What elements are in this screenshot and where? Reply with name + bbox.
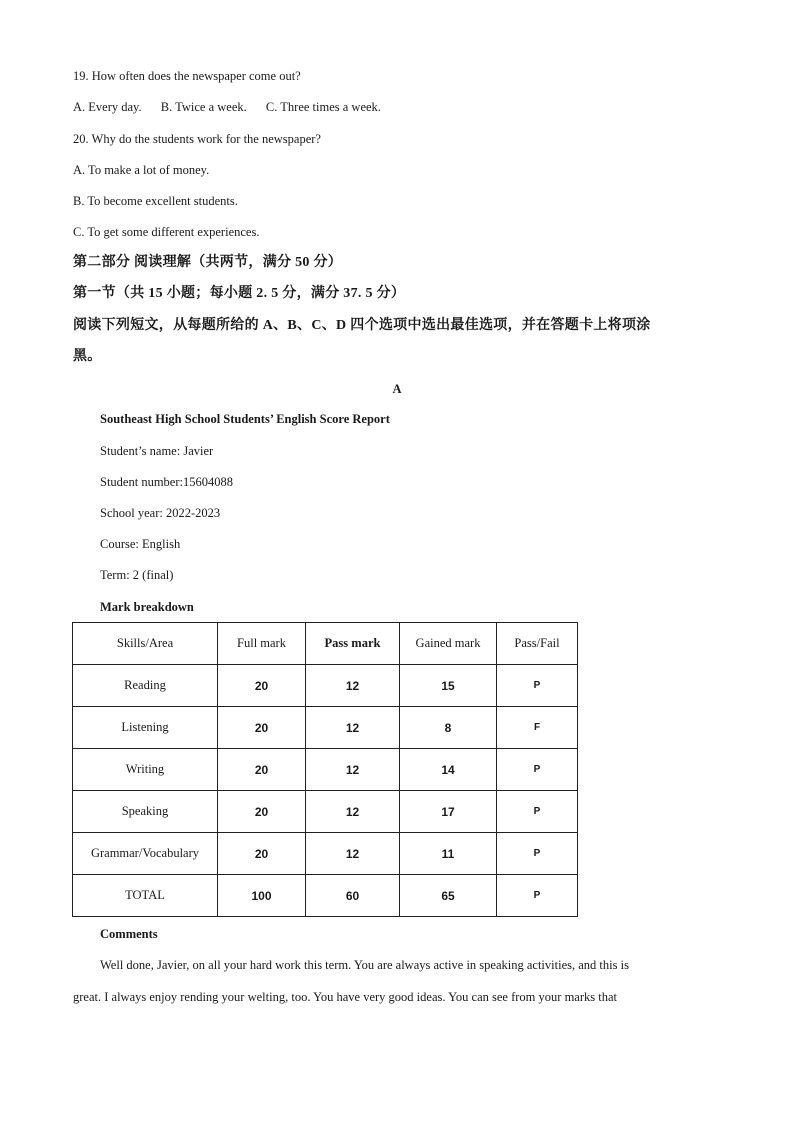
subsection-heading: 第一节（共 15 小题；每小题 2. 5 分，满分 37. 5 分）	[73, 286, 406, 301]
pass-fail-cell: P	[497, 665, 578, 707]
header-pass-mark: Pass mark	[306, 623, 400, 665]
mark-breakdown-title: Mark breakdown	[100, 600, 194, 614]
header-full-mark: Full mark	[218, 623, 306, 665]
option-b: B. To become excellent students.	[73, 194, 238, 208]
header-gained-mark: Gained mark	[400, 623, 497, 665]
passage-letter: A	[392, 382, 402, 396]
full-mark-cell: 20	[218, 665, 306, 707]
header-skills: Skills/Area	[73, 623, 218, 665]
gained-mark-cell: 14	[400, 749, 497, 791]
question-20: 20. Why do the students work for the newspaper?	[73, 132, 321, 146]
pass-fail-cell: P	[497, 791, 578, 833]
pass-fail-cell: P	[497, 833, 578, 875]
gained-mark-cell: 11	[400, 833, 497, 875]
pass-mark-cell: 12	[306, 665, 400, 707]
gained-mark-cell: 65	[400, 875, 497, 917]
option-b: B. Twice a week.	[160, 100, 247, 114]
gained-mark-cell: 17	[400, 791, 497, 833]
skill-cell: Writing	[73, 749, 218, 791]
pass-fail-cell: P	[497, 749, 578, 791]
table-row	[73, 833, 578, 875]
skill-cell: TOTAL	[73, 875, 218, 917]
student-number: Student number:15604088	[100, 475, 233, 489]
full-mark-cell: 100	[218, 875, 306, 917]
full-mark-cell: 20	[218, 749, 306, 791]
full-mark-cell: 20	[218, 707, 306, 749]
skill-cell: Grammar/Vocabulary	[73, 833, 218, 875]
option-c: C. Three times a week.	[265, 100, 381, 114]
comments-text-line-2: great. I always enjoy rending your welting, too. You have very good ideas. You can see from your marks that	[73, 990, 617, 1004]
pass-mark-cell: 12	[306, 833, 400, 875]
table-row	[73, 665, 578, 707]
table-header-row	[73, 623, 578, 665]
question-19-options	[73, 99, 397, 115]
option-a: A. Every day.	[73, 100, 142, 114]
option-c: C. To get some different experiences.	[73, 225, 260, 239]
table-row	[73, 707, 578, 749]
comments-text-line-1: Well done, Javier, on all your hard work this term. You are always active in speaking activities, and this is	[100, 958, 629, 972]
option-a: A. To make a lot of money.	[73, 163, 210, 177]
full-mark-cell: 20	[218, 833, 306, 875]
full-mark-cell: 20	[218, 791, 306, 833]
table-row-total	[73, 875, 578, 917]
pass-mark-cell: 12	[306, 791, 400, 833]
skill-cell: Reading	[73, 665, 218, 707]
gained-mark-cell: 15	[400, 665, 497, 707]
table-row	[73, 791, 578, 833]
school-year: School year: 2022-2023	[100, 506, 221, 520]
header-pass-fail: Pass/Fail	[497, 623, 578, 665]
pass-fail-cell: F	[497, 707, 578, 749]
table-row	[73, 749, 578, 791]
instructions-cont: 黑。	[73, 349, 102, 364]
section-heading: 第二部分 阅读理解（共两节，满分 50 分）	[73, 255, 343, 270]
pass-mark-cell: 12	[306, 749, 400, 791]
skill-cell: Speaking	[73, 791, 218, 833]
pass-mark-cell: 60	[306, 875, 400, 917]
skill-cell: Listening	[73, 707, 218, 749]
instructions: 阅读下列短文，从每题所给的 A、B、C、D 四个选项中选出最佳选项，并在答题卡上将项涂	[73, 318, 651, 333]
pass-fail-cell: P	[497, 875, 578, 917]
student-name: Student’s name: Javier	[100, 444, 214, 458]
comments-title: Comments	[100, 927, 158, 941]
course: Course: English	[100, 537, 181, 551]
term: Term: 2 (final)	[100, 568, 174, 582]
pass-mark-cell: 12	[306, 707, 400, 749]
gained-mark-cell: 8	[400, 707, 497, 749]
report-title: Southeast High School Students’ English Score Report	[100, 412, 390, 426]
question-19: 19. How often does the newspaper come out?	[73, 69, 301, 83]
mark-breakdown-table	[72, 622, 578, 917]
